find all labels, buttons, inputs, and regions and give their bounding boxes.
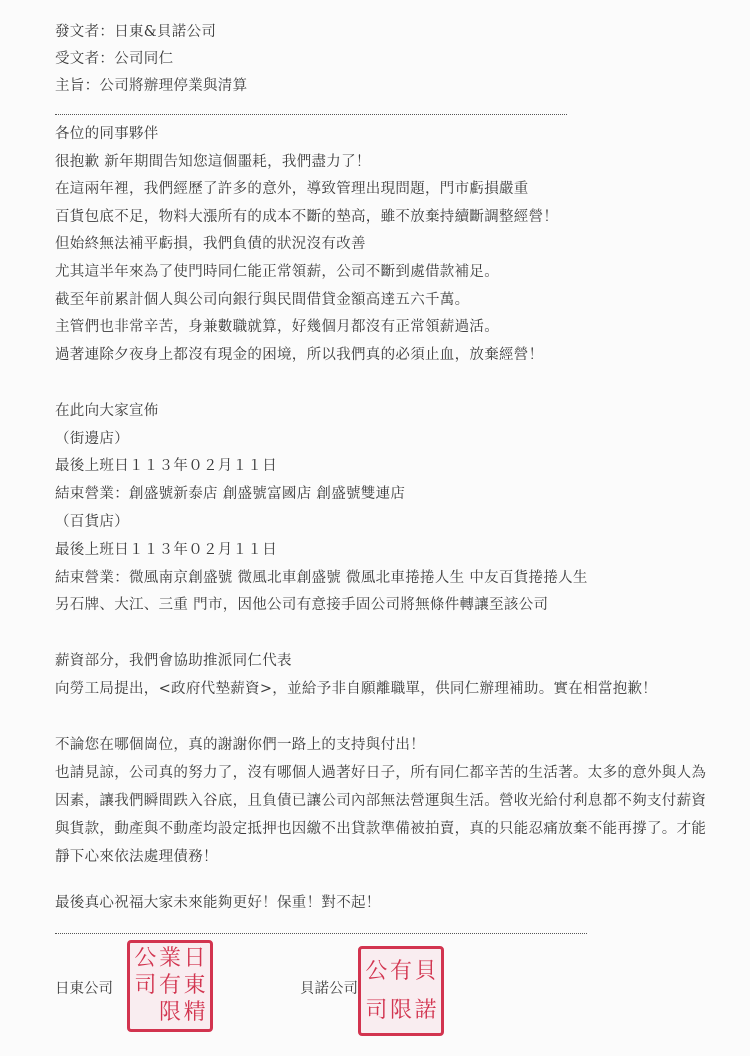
announcement-line: 在此向大家宣佈 — [55, 403, 159, 419]
thanks-line: 靜下心來依法處理債務！ — [55, 849, 218, 865]
salary-line: 向勞工局提出，<政府代墊薪資>，並給予非自願離職單，供同仁辦理補助。實在相當抱歉！ — [55, 681, 658, 697]
paragraph-line: 過著連除夕夜身上都沒有現金的困境，所以我們真的必須止血，放棄經營！ — [55, 347, 544, 363]
thanks-line: 因素，讓我們瞬間跌入谷底，且負債已讓公司內部無法營運與生活。營收光給付利息都不夠支付薪資 — [55, 793, 707, 809]
paragraph-line: 在這兩年裡，我們經歷了許多的意外，導致管理出現問題，門市虧損嚴重 — [55, 181, 529, 197]
recipient-line: 受文者：公司同仁 — [55, 51, 174, 67]
announcement-line: （街邊店） — [55, 431, 129, 447]
header-divider — [55, 114, 567, 115]
sender-line: 發文者：日東&貝諾公司 — [55, 24, 217, 40]
company1-label: 日東公司 — [55, 981, 113, 997]
paragraph-line: 截至年前累計個人與公司向銀行與民間借貸金額高達五六千萬。 — [55, 292, 470, 308]
subject-line: 主旨：公司將辦理停業與清算 — [55, 78, 248, 94]
paragraph-line: 百貨包底不足，物料大漲所有的成本不斷的墊高，雖不放棄持續斷調整經營！ — [55, 209, 559, 225]
thanks-line: 不論您在哪個崗位，真的謝謝你們一路上的支持與付出！ — [55, 737, 425, 753]
announcement-line: 結束營業：創盛號新泰店 創盛號富國店 創盛號雙連店 — [55, 486, 406, 502]
paragraph-line: 尤其這半年來為了使門時同仁能正常領薪，公司不斷到處借款補足。 — [55, 264, 499, 280]
announcement-line: 另石牌、大江、三重 門市，因他公司有意接手固公司將無條件轉讓至該公司 — [55, 597, 549, 613]
paragraph-line: 主管們也非常辛苦，身兼數職就算，好幾個月都沒有正常領薪過活。 — [55, 319, 499, 335]
company1-seal: 日 東 精 業 有 限 公 司 — [127, 940, 213, 1032]
announcement-line: 最後上班日１１３年０２月１１日 — [55, 458, 277, 474]
greeting: 各位的同事夥伴 — [55, 126, 159, 142]
salary-line: 薪資部分，我們會協助推派同仁代表 — [55, 653, 292, 669]
paragraph-line: 但始終無法補平虧損，我們負債的狀況沒有改善 — [55, 236, 366, 252]
closing-line: 最後真心祝福大家未來能夠更好！保重！對不起！ — [55, 895, 381, 911]
company2-label: 貝諾公司 — [300, 981, 358, 997]
thanks-line: 也請見諒，公司真的努力了，沒有哪個人過著好日子，所有同仁都辛苦的生活著。太多的意外與人為 — [55, 765, 707, 781]
announcement-line: 最後上班日１１３年０２月１１日 — [55, 542, 277, 558]
paragraph-line: 很抱歉 新年期間告知您這個噩耗，我們盡力了！ — [55, 154, 371, 170]
thanks-line: 與貨款，動產與不動產均設定抵押也因繳不出貸款準備被拍賣，真的只能忍痛放棄不能再撐了。才能 — [55, 821, 707, 837]
announcement-line: （百貨店） — [55, 514, 129, 530]
announcement-line: 結束營業：微風南京創盛號 微風北車創盛號 微風北車捲捲人生 中友百貨捲捲人生 — [55, 570, 588, 586]
company2-seal: 貝 諾 有 限 公 司 — [358, 946, 444, 1036]
footer-divider — [55, 933, 587, 934]
